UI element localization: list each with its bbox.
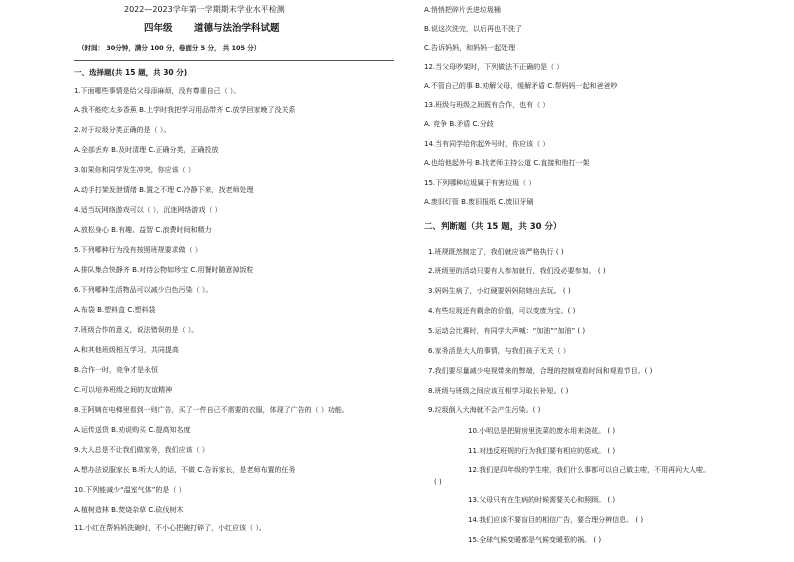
question-line: 10.下列能减少“温室气体”的是（ ）: [74, 486, 186, 494]
option-line: B.说这次洗完，以后再也不洗了: [424, 25, 523, 33]
option-line: A.动手打架发泄情绪 B.置之不理 C.冷静下来，找老师处理: [74, 186, 254, 194]
header-rule: [74, 60, 394, 61]
question-line: 3.如果你和同学发生冲突，你应该（ ）: [74, 166, 195, 174]
option-line: A.也给他起外号 B.找老师主持公道 C.直接和他打一架: [424, 159, 590, 167]
option-line: A.排队集合快静齐 B.对待公物如珍宝 C.用餐时随意掉饭粒: [74, 266, 254, 274]
question-line: 7.班级合作的意义，说法错误的是（ ）。: [74, 326, 199, 334]
judge-line: 1.班规既然制定了，我们就应该严格执行 ( ): [428, 248, 564, 256]
option-line: A.全部丢弃 B.及时清理 C.正确分类，正确投放: [74, 146, 219, 154]
judge-line: 12.我们是四年级的学生啦，我们什么事都可以自己做主啦，不用再问大人啦。: [468, 466, 711, 474]
judge-line: 3.妈妈生病了，小红硬要妈妈陪她出去玩。 ( ): [428, 287, 571, 295]
option-line: A.运传送货 B.劝说购买 C.提高知名度: [74, 426, 191, 434]
question-line: 5.下列哪种行为没有按照班规要求做（ ）: [74, 246, 202, 254]
option-line: A.植树造林 B.焚烧杂草 C.砍伐树木: [74, 506, 184, 514]
option-line: A.和其他班级相互学习，共同提高: [74, 346, 179, 354]
option-line: A.想办法说服家长 B.听大人的话，不做 C.告诉家长，是老师布置的任务: [74, 466, 296, 474]
question-line: 13.班级与班级之间既有合作，也有（ ）: [424, 101, 550, 109]
section-heading-judge: 二、判断题（共 15 题，共 30 分）: [424, 222, 562, 232]
option-line: C.告诉妈妈，和妈妈一起处理: [424, 44, 516, 52]
judge-line: 10.小明总是把厨房里洗菜的废水用来浇花。 ( ): [468, 427, 616, 435]
judge-line: 9.垃圾倒入大海就不会产生污染。( ): [428, 406, 541, 414]
question-line: 4.适当玩网络游戏可以（ ），沉迷网络游戏（ ）: [74, 206, 222, 214]
judge-line: 13.父母只有在生病的时候需要关心和照顾。 ( ): [468, 496, 616, 504]
option-line: B.合作一时，竞争才是永恒: [74, 366, 159, 374]
judge-line: 4.有些垃圾还有剩余的价值，可以变废为宝。( ): [428, 307, 576, 315]
option-line: A. 竞争 B.矛盾 C.分歧: [424, 120, 494, 128]
option-line: A.布袋 B.塑料盒 C.塑料袋: [74, 306, 156, 314]
question-line: 15.下列哪种垃圾属于有害垃圾（ ）: [424, 179, 536, 187]
judge-line: 8.班级与班级之间应该互相学习取长补短。( ): [428, 387, 569, 395]
option-line: A.不管自己的事 B.劝解父母，缓解矛盾 C.帮妈妈一起和爸爸吵: [424, 82, 618, 90]
judge-line: 11.对违反班规的行为我们要有相应的惩戒。 ( ): [468, 447, 616, 455]
exam-title: 2022—2023学年第一学期期末学业水平检测: [124, 5, 285, 14]
option-line: A.我不能吃太多香蕉 B.上学时我把学习用品带齐 C.放学回家晚了没关系: [74, 106, 296, 114]
option-line: A.悄悄把碎片丢进垃圾桶: [424, 6, 501, 14]
exam-grade: 四年级: [144, 23, 173, 34]
judge-line: 6.家务活是大人的事情，与我们孩子无关（ ）: [428, 347, 570, 355]
question-line: 6.下列哪种生活物品可以减少白色污染（ ）。: [74, 286, 213, 294]
section-heading-choice: 一、选择题(共 15 题，共 30 分): [74, 68, 188, 77]
question-line: 14.当有同学给你起外号时，你应该（ ）: [424, 140, 550, 148]
judge-line: 2.班级里的活动只要有人参加就行，我们没必要参加。 ( ): [428, 267, 606, 275]
question-line: 1.下面哪些事情是给父母添麻烦，没有尊重自己（ ）。: [74, 87, 241, 95]
exam-meta: （时间： 30分钟，满分 100 分，卷面分 5 分， 共 105 分）: [78, 44, 261, 52]
question-line: 12.当父母吵架时，下列做法不正确的是（ ）: [424, 63, 564, 71]
option-line: A.废旧灯管 B.废旧报纸 C.废旧牙刷: [424, 198, 534, 206]
judge-line: 7.我们要尽量减少电视带来的弊端，合理的控制观看时间和观看节目。( ): [428, 367, 653, 375]
judge-line: 15.全球气候变暖都是气候变暖惹的祸。 ( ): [468, 536, 602, 544]
question-line: 9.大人总是不让我们做家务，我们应该（ ）: [74, 446, 209, 454]
question-line: 11.小红在帮妈妈洗碗时，不小心把碗打碎了，小红应该（ ）。: [74, 524, 266, 532]
option-line: C.可以培养班级之间的友谊精神: [74, 386, 173, 394]
judge-line: 14.我们应该不要盲目的相信广告，要合理分辨信息。 ( ): [468, 516, 644, 524]
question-line: 2.对于垃圾分类正确的是（ ）。: [74, 126, 171, 134]
judge-paren: ( ): [434, 478, 442, 486]
question-line: 8.王阿姨在电梯里看到一则广告，买了一件自己不需要的衣服，体现了广告的（ ）功能。: [74, 406, 349, 414]
option-line: A.放松身心 B.有趣、益智 C.浪费时间和精力: [74, 226, 212, 234]
exam-subject: 道德与法治学科试题: [194, 23, 280, 34]
judge-line: 5.运动会比赛时，有同学大声喊：“加油”“加油” ( ): [428, 327, 586, 335]
